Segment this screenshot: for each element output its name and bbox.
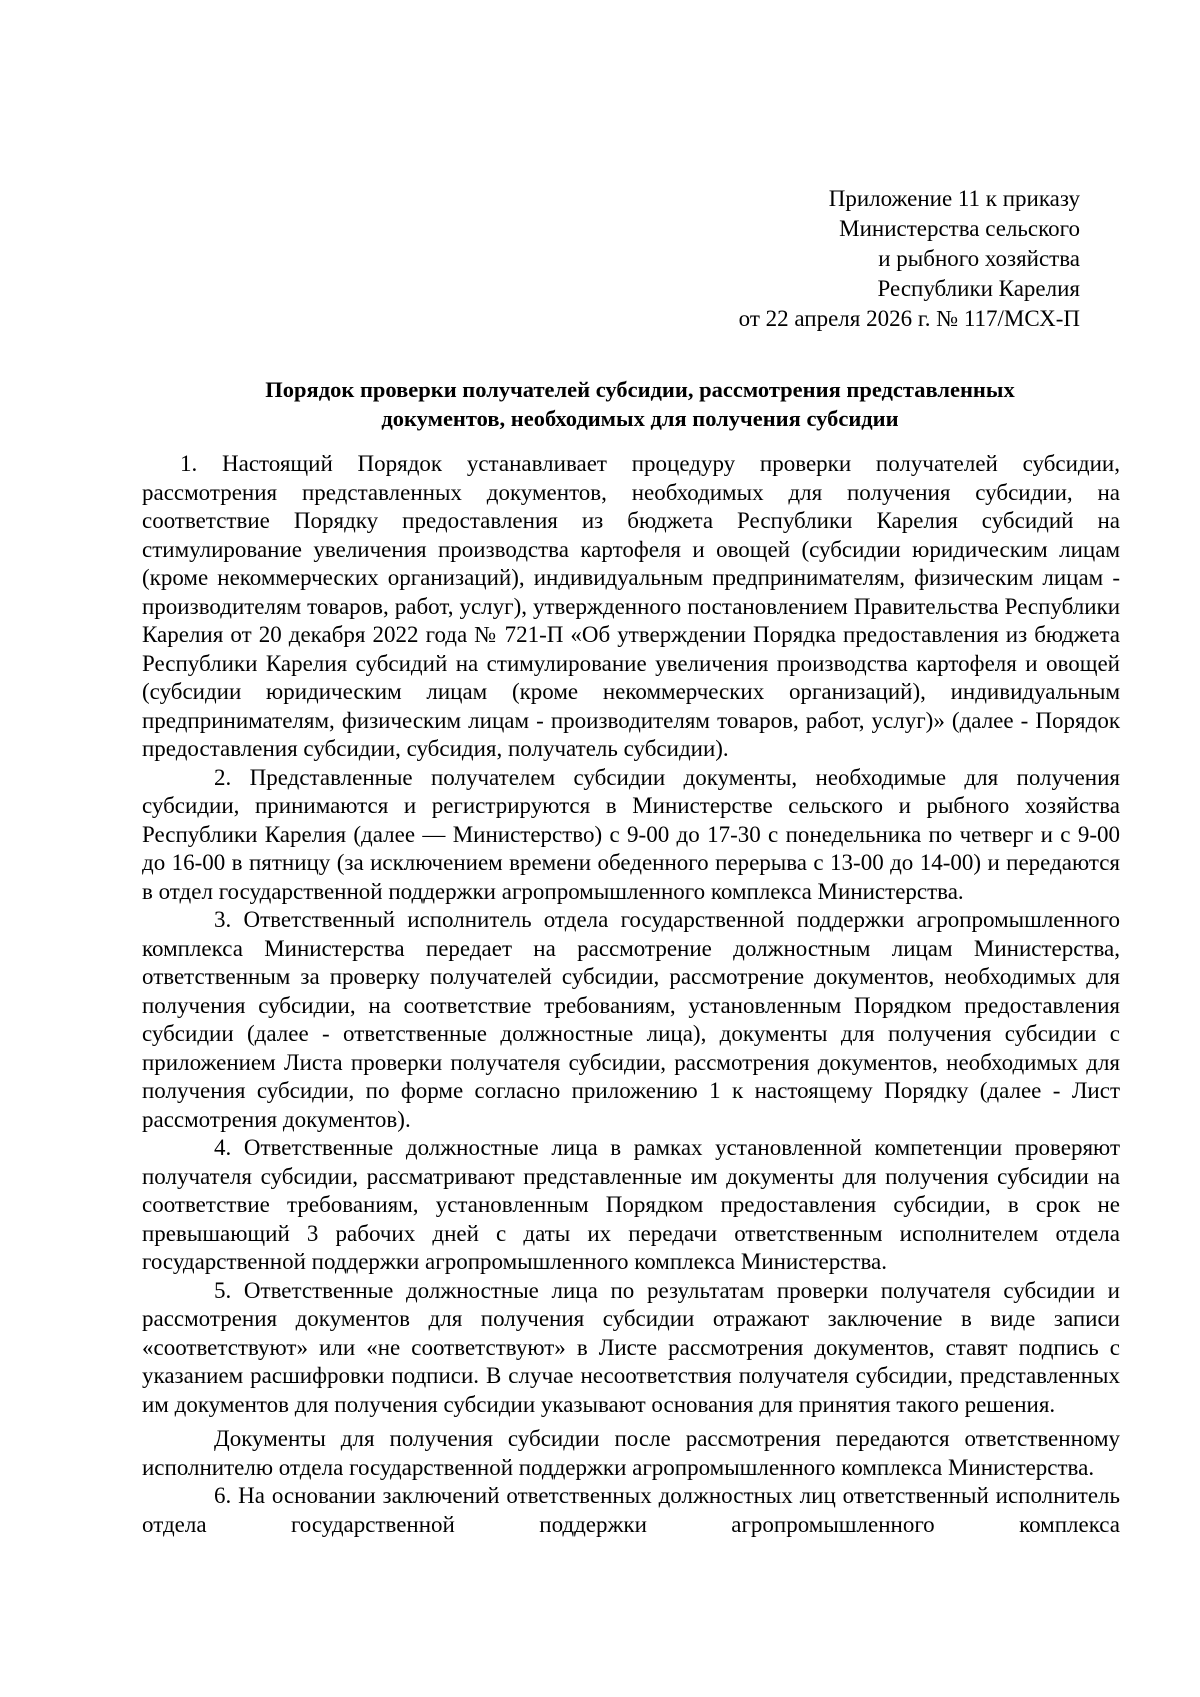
paragraph-3: 3. Ответственный исполнитель отдела государственной поддержки агропромышленного комплекса Министерства передает на рассмотрение должностным лицам Министерства, ответственным за проверку получателей субсидии, рассмотрение документов, необходимых для получения субсидии, на соответствие требованиям, установленным Порядком предоставления субсидии (далее - ответственные должностные лица), документы для получения субсидии с приложением Листа проверки получателя субсидии, рассмотрения документов, необходимых для получения субсидии, по форме согласно приложению 1 к настоящему Порядку (далее - Лист рассмотрения документов). <box>142 907 1120 1132</box>
title-line: Порядок проверки получателей субсидии, рассмотрения представленных <box>265 377 1015 402</box>
title-line: документов, необходимых для получения субсидии <box>381 406 899 431</box>
appendix-line: Министерства сельского <box>839 216 1080 241</box>
document-body <box>142 450 1120 1539</box>
paragraph-5: 5. Ответственные должностные лица по результатам проверки получателя субсидии и рассмотрения документов для получения субсидии отражают заключение в виде записи «соответствуют» или «не соответствуют» в Листе рассмотрения документов, ставят подпись с указанием расшифровки подписи. В случае несоответствия получателя субсидии, представленных им документов для получения субсидии указывают основания для принятия такого решения. <box>142 1277 1120 1417</box>
appendix-line: и рыбного хозяйства <box>878 246 1080 271</box>
document-title <box>200 375 1080 433</box>
paragraph-5-continuation: Документы для получения субсидии после рассмотрения передаются ответственному исполнителю отдела государственной поддержки агропромышленного комплекса Министерства. <box>142 1426 1120 1480</box>
paragraph-6: 6. На основании заключений ответственных должностных лиц ответственный исполнитель отдела государственной поддержки агропромышленного комплекса <box>142 1483 1120 1537</box>
paragraph-1: 1. Настоящий Порядок устанавливает процедуру проверки получателей субсидии, рассмотрения представленных документов, необходимых для получения субсидии, на соответствие Порядку предоставления из бюджета Республики Карелия субсидий на стимулирование увеличения производства картофеля и овощей (субсидии юридическим лицам (кроме некоммерческих организаций), индивидуальным предпринимателям, физическим лицам - производителям товаров, работ, услуг), утвержденного постановлением Правительства Республики Карелия от 20 декабря 2022 года № 721-П «Об утверждении Порядка предоставления из бюджета Республики Карелия субсидий на стимулирование увеличения производства картофеля и овощей (субсидии юридическим лицам (кроме некоммерческих организаций), индивидуальным предпринимателям, физическим лицам - производителям товаров, работ, услуг)» (далее - Порядок предоставления субсидии, субсидия, получатель субсидии). <box>142 451 1120 761</box>
appendix-line: Приложение 11 к приказу <box>828 186 1080 211</box>
appendix-header <box>520 184 1080 334</box>
paragraph-4: 4. Ответственные должностные лица в рамках установленной компетенции проверяют получателя субсидии, рассматривают представленные им документы для получения субсидии на соответствие требованиям, установленным Порядком предоставления субсидии, в срок не превышающий 3 рабочих дней с даты их передачи ответственным исполнителем отдела государственной поддержки агропромышленного комплекса Министерства. <box>142 1135 1120 1274</box>
paragraph-2: 2. Представленные получателем субсидии документы, необходимые для получения субсидии, принимаются и регистрируются в Министерстве сельского и рыбного хозяйства Республики Карелия (далее — Министерство) с 9-00 до 17-30 с понедельника по четверг и с 9-00 до 16-00 в пятницу (за исключением времени обеденного перерыва с 13-00 до 14-00) и передаются в отдел государственной поддержки агропромышленного комплекса Министерства. <box>142 764 1120 904</box>
appendix-line: Республики Карелия <box>877 276 1080 301</box>
appendix-line: от 22 апреля 2026 г. № 117/МСХ-П <box>738 306 1080 331</box>
